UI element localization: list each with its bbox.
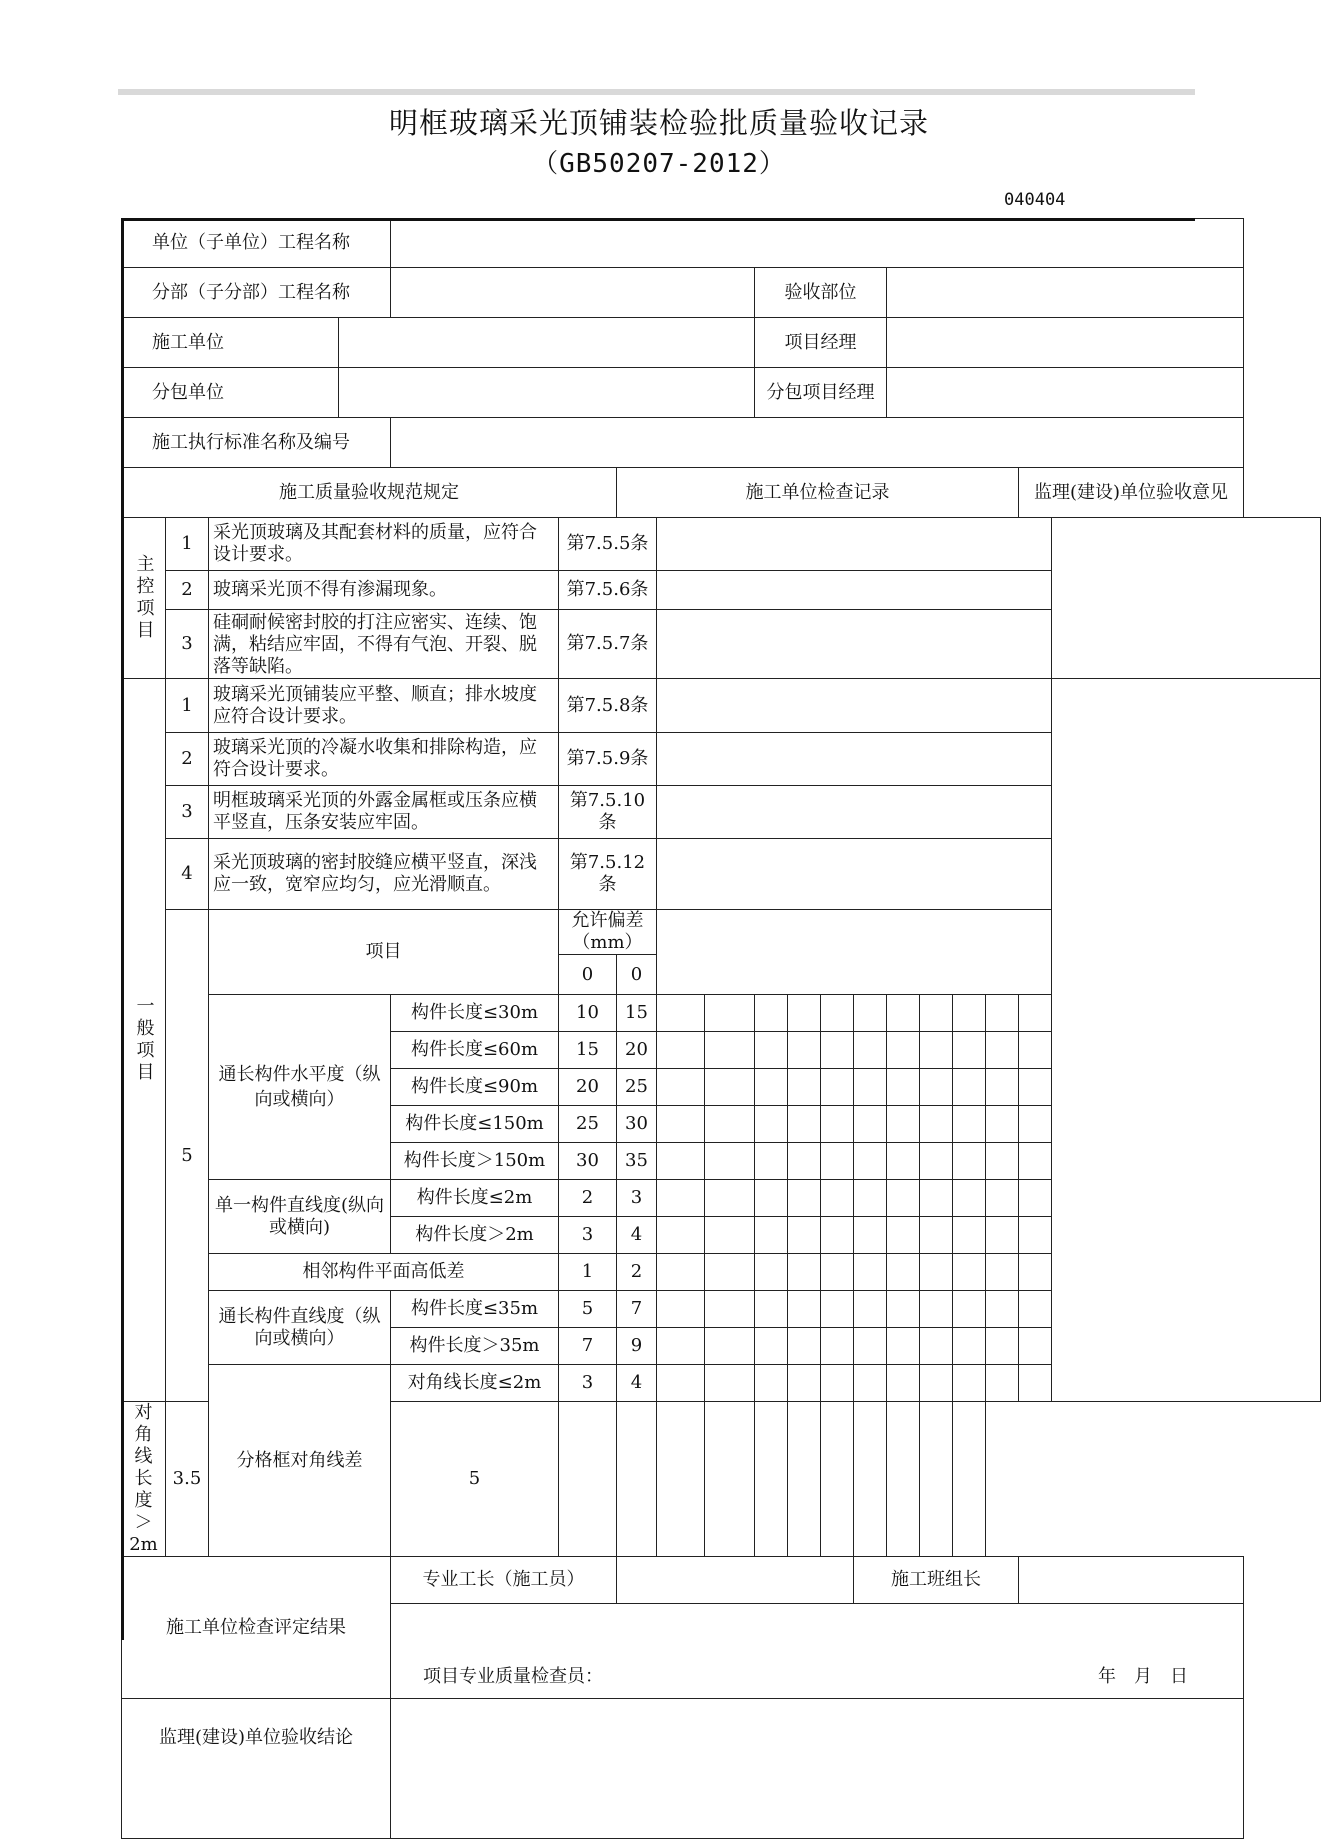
standard-name-label: 施工执行标准名称及编号 xyxy=(122,418,391,468)
measure-cell[interactable] xyxy=(755,1069,788,1106)
measure-cell[interactable] xyxy=(1019,1069,1052,1106)
condition: 构件长度≤150m xyxy=(391,1106,559,1143)
measure-cell[interactable] xyxy=(657,995,705,1032)
measure-cell[interactable] xyxy=(920,1143,953,1180)
measure-cell[interactable] xyxy=(953,1328,986,1365)
tolerance-b: 2 xyxy=(617,1254,657,1291)
foreman-value[interactable] xyxy=(617,1557,854,1604)
measure-cell[interactable] xyxy=(887,1254,920,1291)
tolerance-record-header xyxy=(657,910,1052,995)
measure-cell[interactable] xyxy=(821,1254,854,1291)
tolerance-b: 20 xyxy=(617,1032,657,1069)
measure-cell[interactable] xyxy=(657,1069,705,1106)
measure-cell[interactable] xyxy=(755,1217,788,1254)
measure-cell[interactable] xyxy=(887,1069,920,1106)
measure-cell[interactable] xyxy=(821,1402,854,1557)
measure-cell[interactable] xyxy=(920,1217,953,1254)
measure-cell[interactable] xyxy=(887,995,920,1032)
tolerance-allow-header: 允许偏差（mm） xyxy=(559,910,657,955)
standard-name-value[interactable] xyxy=(391,418,1244,468)
tolerance-a: 2 xyxy=(559,1180,617,1217)
division-project-name-label: 分部（子分部）工程名称 xyxy=(122,268,391,318)
tolerance-b: 7 xyxy=(617,1291,657,1328)
tolerance-a: 25 xyxy=(559,1106,617,1143)
measure-cell[interactable] xyxy=(920,1069,953,1106)
tolerance-b: 9 xyxy=(617,1328,657,1365)
measure-cell[interactable] xyxy=(1019,1106,1052,1143)
tolerance-a: 10 xyxy=(559,995,617,1032)
measure-cell[interactable] xyxy=(788,1106,821,1143)
tolerance-item-header: 项目 xyxy=(209,910,559,995)
measure-cell[interactable] xyxy=(920,1402,953,1557)
measure-cell[interactable] xyxy=(1019,1254,1052,1291)
tolerance-b: 25 xyxy=(617,1069,657,1106)
measure-cell[interactable] xyxy=(821,1180,854,1217)
measure-cell[interactable] xyxy=(788,1069,821,1106)
condition: 构件长度≤90m xyxy=(391,1069,559,1106)
measure-cell[interactable] xyxy=(854,1402,887,1557)
acceptance-part-label: 验收部位 xyxy=(755,268,887,318)
general-item-text: 玻璃采光顶的冷凝水收集和排除构造，应符合设计要求。 xyxy=(209,733,559,786)
measure-cell[interactable] xyxy=(657,1032,705,1069)
measure-cell[interactable] xyxy=(854,1254,887,1291)
measure-cell[interactable] xyxy=(986,995,1019,1032)
condition: 构件长度＞150m xyxy=(391,1143,559,1180)
group-name: 单一构件直线度(纵向或横向) xyxy=(209,1180,391,1254)
measure-cell[interactable] xyxy=(1019,1291,1052,1328)
measure-cell[interactable] xyxy=(887,1217,920,1254)
measure-cell[interactable] xyxy=(788,1032,821,1069)
measure-cell[interactable] xyxy=(755,995,788,1032)
main-item-clause: 第7.5.6条 xyxy=(559,571,657,610)
supervision-conclusion-label: 监理(建设)单位验收结论 xyxy=(122,1699,391,1839)
tolerance-b: 5 xyxy=(391,1402,559,1557)
measure-cell[interactable] xyxy=(920,1032,953,1069)
top-rule xyxy=(118,89,1195,95)
measure-cell[interactable] xyxy=(920,995,953,1032)
general-item-text: 玻璃采光顶铺装应平整、顺直；排水坡度应符合设计要求。 xyxy=(209,679,559,733)
inspection-form xyxy=(121,218,1229,1748)
foreman-label: 专业工长（施工员） xyxy=(391,1557,617,1604)
measure-cell[interactable] xyxy=(821,1328,854,1365)
general-item-record[interactable] xyxy=(657,839,1052,910)
measure-cell[interactable] xyxy=(657,1365,705,1402)
measure-cell[interactable] xyxy=(887,1180,920,1217)
measure-cell[interactable] xyxy=(953,1254,986,1291)
condition: 对角线长度＞2m xyxy=(122,1402,166,1557)
tolerance-a: 5 xyxy=(559,1291,617,1328)
measure-cell[interactable] xyxy=(657,1106,705,1143)
measure-cell[interactable] xyxy=(788,1180,821,1217)
measure-cell[interactable] xyxy=(953,1106,986,1143)
general-item-clause: 第7.5.9条 xyxy=(559,733,657,786)
measure-cell[interactable] xyxy=(1019,1180,1052,1217)
measure-cell[interactable] xyxy=(705,1291,755,1328)
measure-cell[interactable] xyxy=(755,1254,788,1291)
measure-cell[interactable] xyxy=(1019,1032,1052,1069)
main-item-no: 3 xyxy=(166,610,209,679)
result-label: 施工单位检查评定结果 xyxy=(122,1557,391,1699)
measure-cell[interactable] xyxy=(986,1217,1019,1254)
condition: 构件长度≤60m xyxy=(391,1032,559,1069)
measure-cell[interactable] xyxy=(854,1328,887,1365)
subcontract-manager-label: 分包项目经理 xyxy=(755,368,887,418)
measure-cell[interactable] xyxy=(854,1365,887,1402)
inspector-date: 年 月 日 xyxy=(1098,1666,1188,1687)
general-item-no: 4 xyxy=(166,839,209,910)
measure-cell[interactable] xyxy=(788,995,821,1032)
measure-cell[interactable] xyxy=(821,1143,854,1180)
measure-cell[interactable] xyxy=(1019,1365,1052,1402)
measure-cell[interactable] xyxy=(887,1106,920,1143)
acceptance-part-value[interactable] xyxy=(887,268,1244,318)
main-item-text: 采光顶玻璃及其配套材料的质量，应符合设计要求。 xyxy=(209,518,559,571)
measure-cell[interactable] xyxy=(755,1032,788,1069)
measure-cell[interactable] xyxy=(953,1032,986,1069)
measure-cell[interactable] xyxy=(657,1180,705,1217)
measure-cell[interactable] xyxy=(887,1032,920,1069)
project-manager-value[interactable] xyxy=(887,318,1244,368)
team-leader-value[interactable] xyxy=(1019,1557,1244,1604)
measure-cell[interactable] xyxy=(821,1217,854,1254)
table-top-border xyxy=(121,218,1195,221)
measure-cell[interactable] xyxy=(657,1254,705,1291)
form-code: 040404 xyxy=(1004,190,1066,210)
tolerance-a: 7 xyxy=(559,1328,617,1365)
spec-header: 施工质量验收规范规定 xyxy=(122,468,617,518)
unit-project-name-value[interactable] xyxy=(391,219,1244,268)
tolerance-item-no: 5 xyxy=(166,910,209,1402)
measure-cell[interactable] xyxy=(953,1291,986,1328)
measure-cell[interactable] xyxy=(953,1180,986,1217)
measure-cell[interactable] xyxy=(986,1032,1019,1069)
general-item-record[interactable] xyxy=(657,733,1052,786)
tolerance-b: 4 xyxy=(617,1217,657,1254)
tolerance-a: 3 xyxy=(559,1217,617,1254)
measure-cell[interactable] xyxy=(705,1254,755,1291)
measure-cell[interactable] xyxy=(854,1217,887,1254)
measure-cell[interactable] xyxy=(953,1069,986,1106)
measure-cell[interactable] xyxy=(705,1069,755,1106)
general-item-text: 采光顶玻璃的密封胶缝应横平竖直，深浅应一致，宽窄应均匀，应光滑顺直。 xyxy=(209,839,559,910)
unit-project-name-label: 单位（子单位）工程名称 xyxy=(122,219,391,268)
general-item-record[interactable] xyxy=(657,786,1052,839)
main-item-record[interactable] xyxy=(657,610,1052,679)
form-title: 明框玻璃采光顶铺装检验批质量验收记录 xyxy=(388,106,929,140)
group-name: 分格框对角线差 xyxy=(209,1365,391,1557)
measure-cell[interactable] xyxy=(705,1402,755,1557)
measure-cell[interactable] xyxy=(887,1328,920,1365)
measure-cell[interactable] xyxy=(920,1291,953,1328)
measure-cell[interactable] xyxy=(920,1328,953,1365)
condition: 构件长度≤35m xyxy=(391,1291,559,1328)
measure-cell[interactable] xyxy=(986,1365,1019,1402)
project-manager-label: 项目经理 xyxy=(755,318,887,368)
main-item-no: 2 xyxy=(166,571,209,610)
measure-cell[interactable] xyxy=(788,1291,821,1328)
measure-cell[interactable] xyxy=(705,995,755,1032)
measure-cell[interactable] xyxy=(953,1402,986,1557)
measure-cell[interactable] xyxy=(1019,1143,1052,1180)
measure-cell[interactable] xyxy=(887,1291,920,1328)
measure-cell[interactable] xyxy=(705,1365,755,1402)
measure-cell[interactable] xyxy=(657,1291,705,1328)
measure-cell[interactable] xyxy=(755,1291,788,1328)
measure-cell[interactable] xyxy=(953,1217,986,1254)
team-leader-label: 施工班组长 xyxy=(854,1557,1019,1604)
measure-cell[interactable] xyxy=(755,1328,788,1365)
measure-cell[interactable] xyxy=(705,1143,755,1180)
tolerance-b: 35 xyxy=(617,1143,657,1180)
measure-cell[interactable] xyxy=(559,1402,617,1557)
measure-cell[interactable] xyxy=(854,1106,887,1143)
form-table xyxy=(121,218,1321,1839)
condition: 构件长度≤2m xyxy=(391,1180,559,1217)
measure-cell[interactable] xyxy=(953,1143,986,1180)
tolerance-a: 3 xyxy=(559,1365,617,1402)
measure-cell[interactable] xyxy=(986,1180,1019,1217)
subcontract-unit-label: 分包单位 xyxy=(122,368,339,418)
measure-cell[interactable] xyxy=(854,1180,887,1217)
measure-cell[interactable] xyxy=(657,1402,705,1557)
measure-cell[interactable] xyxy=(854,1291,887,1328)
measure-cell[interactable] xyxy=(953,995,986,1032)
measure-cell[interactable] xyxy=(920,1180,953,1217)
general-item-clause: 第7.5.10条 xyxy=(559,786,657,839)
condition: 构件长度＞2m xyxy=(391,1217,559,1254)
construction-unit-label: 施工单位 xyxy=(122,318,339,368)
subcontract-manager-value[interactable] xyxy=(887,368,1244,418)
construction-unit-value[interactable] xyxy=(339,318,755,368)
general-items-label: 一般项目 xyxy=(122,679,166,1402)
measure-cell[interactable] xyxy=(755,1143,788,1180)
supervision-conclusion-value[interactable] xyxy=(391,1699,1244,1839)
measure-cell[interactable] xyxy=(854,1032,887,1069)
tolerance-b: 4 xyxy=(617,1365,657,1402)
measure-cell[interactable] xyxy=(986,1291,1019,1328)
measure-cell[interactable] xyxy=(657,1328,705,1365)
measure-cell[interactable] xyxy=(788,1254,821,1291)
measure-cell[interactable] xyxy=(788,1365,821,1402)
measure-cell[interactable] xyxy=(821,1069,854,1106)
tolerance-b: 3 xyxy=(617,1180,657,1217)
condition: 对角线长度≤2m xyxy=(391,1365,559,1402)
check-record-header: 施工单位检查记录 xyxy=(617,468,1019,518)
main-item-record[interactable] xyxy=(657,518,1052,571)
main-items-supervision[interactable] xyxy=(1052,518,1321,679)
division-project-name-value[interactable] xyxy=(391,268,755,318)
group-name: 通长构件直线度（纵向或横向） xyxy=(209,1291,391,1365)
measure-cell[interactable] xyxy=(986,1143,1019,1180)
tolerance-subheader: 0 xyxy=(559,955,617,995)
tolerance-a: 30 xyxy=(559,1143,617,1180)
tolerance-subheader: 0 xyxy=(617,955,657,995)
measure-cell[interactable] xyxy=(657,1217,705,1254)
measure-cell[interactable] xyxy=(821,1032,854,1069)
group-name: 相邻构件平面高低差 xyxy=(209,1254,559,1291)
measure-cell[interactable] xyxy=(887,1402,920,1557)
general-item-clause: 第7.5.12条 xyxy=(559,839,657,910)
main-item-no: 1 xyxy=(166,518,209,571)
general-item-record[interactable] xyxy=(657,679,1052,733)
measure-cell[interactable] xyxy=(986,1069,1019,1106)
tolerance-a: 3.5 xyxy=(166,1402,209,1557)
main-item-record[interactable] xyxy=(657,571,1052,610)
form-standard: （GB50207-2012） xyxy=(532,149,786,179)
tolerance-a: 20 xyxy=(559,1069,617,1106)
tolerance-a: 15 xyxy=(559,1032,617,1069)
general-items-supervision[interactable] xyxy=(1052,679,1321,1402)
tolerance-b: 15 xyxy=(617,995,657,1032)
measure-cell[interactable] xyxy=(887,1365,920,1402)
measure-cell[interactable] xyxy=(821,1365,854,1402)
measure-cell[interactable] xyxy=(705,1032,755,1069)
measure-cell[interactable] xyxy=(854,1143,887,1180)
main-item-text: 硅硐耐候密封胶的打注应密实、连续、饱满，粘结应牢固，不得有气泡、开裂、脱落等缺陷。 xyxy=(209,610,559,679)
measure-cell[interactable] xyxy=(755,1180,788,1217)
general-item-clause: 第7.5.8条 xyxy=(559,679,657,733)
measure-cell[interactable] xyxy=(1019,995,1052,1032)
measure-cell[interactable] xyxy=(788,1143,821,1180)
measure-cell[interactable] xyxy=(617,1402,657,1557)
general-item-text: 明框玻璃采光顶的外露金属框或压条应横平竖直，压条安装应牢固。 xyxy=(209,786,559,839)
measure-cell[interactable] xyxy=(755,1402,788,1557)
main-item-clause: 第7.5.7条 xyxy=(559,610,657,679)
measure-cell[interactable] xyxy=(821,995,854,1032)
measure-cell[interactable] xyxy=(953,1365,986,1402)
tolerance-b: 30 xyxy=(617,1106,657,1143)
condition: 构件长度＞35m xyxy=(391,1328,559,1365)
measure-cell[interactable] xyxy=(705,1328,755,1365)
inspector-label: 项目专业质量检查员： xyxy=(423,1666,603,1687)
table-left-border xyxy=(121,218,124,1640)
inspector-cell[interactable] xyxy=(391,1604,1244,1699)
measure-cell[interactable] xyxy=(788,1217,821,1254)
measure-cell[interactable] xyxy=(705,1180,755,1217)
measure-cell[interactable] xyxy=(986,1106,1019,1143)
measure-cell[interactable] xyxy=(788,1402,821,1557)
main-item-text: 玻璃采光顶不得有渗漏现象。 xyxy=(209,571,559,610)
measure-cell[interactable] xyxy=(705,1106,755,1143)
measure-cell[interactable] xyxy=(887,1143,920,1180)
measure-cell[interactable] xyxy=(705,1217,755,1254)
subcontract-unit-value[interactable] xyxy=(339,368,755,418)
general-item-no: 3 xyxy=(166,786,209,839)
main-item-clause: 第7.5.5条 xyxy=(559,518,657,571)
measure-cell[interactable] xyxy=(986,1328,1019,1365)
measure-cell[interactable] xyxy=(920,1106,953,1143)
main-items-label: 主控项目 xyxy=(122,518,166,679)
tolerance-a: 1 xyxy=(559,1254,617,1291)
measure-cell[interactable] xyxy=(755,1365,788,1402)
measure-cell[interactable] xyxy=(854,995,887,1032)
measure-cell[interactable] xyxy=(920,1365,953,1402)
general-item-no: 1 xyxy=(166,679,209,733)
measure-cell[interactable] xyxy=(1019,1217,1052,1254)
measure-cell[interactable] xyxy=(854,1069,887,1106)
measure-cell[interactable] xyxy=(657,1143,705,1180)
measure-cell[interactable] xyxy=(788,1328,821,1365)
measure-cell[interactable] xyxy=(1019,1328,1052,1365)
general-item-no: 2 xyxy=(166,733,209,786)
measure-cell[interactable] xyxy=(821,1106,854,1143)
condition: 构件长度≤30m xyxy=(391,995,559,1032)
group-name: 通长构件水平度（纵向或横向） xyxy=(209,995,391,1180)
measure-cell[interactable] xyxy=(821,1291,854,1328)
measure-cell[interactable] xyxy=(986,1254,1019,1291)
measure-cell[interactable] xyxy=(920,1254,953,1291)
measure-cell[interactable] xyxy=(755,1106,788,1143)
supervision-header: 监理(建设)单位验收意见 xyxy=(1019,468,1244,518)
